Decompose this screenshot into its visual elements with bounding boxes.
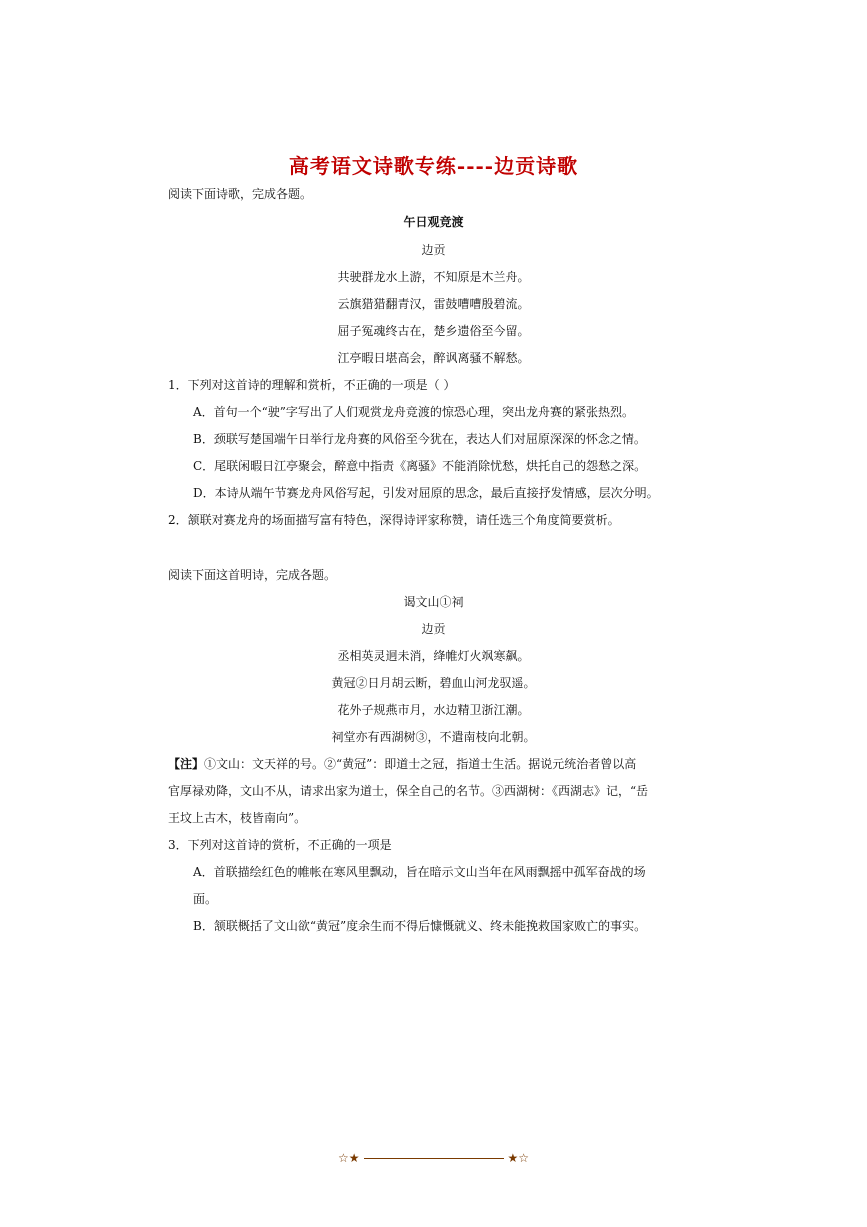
poem1-line: 云旗猎猎翻青汉，雷鼓嘈嘈殷碧流。 [337,297,530,311]
question-3: 3．下列对这首诗的赏析，不正确的一项是 [168,838,392,852]
q3-option-b: B．颔联概括了文山欲“黄冠”度余生而不得后慷慨就义、终未能挽救国家败亡的事实。 [193,919,647,933]
question-2: 2．颔联对赛龙舟的场面描写富有特色，深得诗评家称赞，请任选三个角度简要赏析。 [168,513,620,527]
poem1-line: 江亭暇日堪高会，醉讽离骚不解愁。 [337,351,530,365]
q3-option-a-cont: 面。 [193,892,218,906]
poem1-title: 午日观竞渡 [403,215,464,229]
footer-rule [364,1158,504,1159]
section1-intro: 阅读下面诗歌，完成各题。 [168,187,313,201]
q1-option-b: B．颈联写楚国端午日举行龙舟赛的风俗至今犹在，表达人们对屈原深深的怀念之情。 [193,432,646,446]
section2-intro: 阅读下面这首明诗，完成各题。 [168,568,337,582]
footer-stars-right: ★☆ [507,1151,530,1165]
poem2-title: 谒文山①祠 [403,595,464,609]
note-line: 王坟上古木，枝皆南向”。 [168,811,307,825]
poem1-line: 共驶群龙水上游，不知原是木兰舟。 [337,270,530,284]
poem1-line: 屈子冤魂终古在，楚乡遗俗至今留。 [337,324,530,338]
document-title: 高考语文诗歌专练----边贡诗歌 [288,154,579,178]
footer-decoration [0,1151,867,1165]
q3-option-a: A．首联描绘红色的帷帐在寒风里飘动，旨在暗示文山当年在风雨飘摇中孤军奋战的场 [193,865,646,879]
poem2-line: 祠堂亦有西湖树③，不遣南枝向北朝。 [331,730,536,744]
poem2-line: 花外子规燕市月，水边精卫浙江潮。 [337,703,530,717]
note-line [168,756,636,772]
poem1-author: 边贡 [421,243,446,257]
note-label: 【注】 [168,757,205,771]
question-1: 1．下列对这首诗的理解和赏析，不正确的一项是（ ） [168,378,456,392]
q1-option-d: D．本诗从端午节赛龙舟风俗写起，引发对屈原的思念，最后直接抒发情感，层次分明。 [193,486,659,500]
note-line: 官厚禄劝降，文山不从，请求出家为道士，保全自己的名节。③西湖树：《西湖志》记，“岳 [168,784,649,798]
poem2-line: 黄冠②日月胡云断，碧血山河龙驭遥。 [331,676,536,690]
poem2-line: 丞相英灵迥未消，绛帷灯火飒寒飙。 [337,649,530,663]
q1-option-a: A．首句一个“驶”字写出了人们观赏龙舟竞渡的惊恐心理，突出龙舟赛的紧张热烈。 [193,405,634,419]
q1-option-c: C．尾联闲暇日江亭聚会，醉意中指责《离骚》不能消除忧愁，烘托自己的怨愁之深。 [193,459,647,473]
poem2-author: 边贡 [421,622,446,636]
note-text: ①文山：文天祥的号。②“黄冠”：即道士之冠，指道士生活。据说元统治者曾以高 [204,757,637,771]
footer-stars-left: ☆★ [337,1151,360,1165]
